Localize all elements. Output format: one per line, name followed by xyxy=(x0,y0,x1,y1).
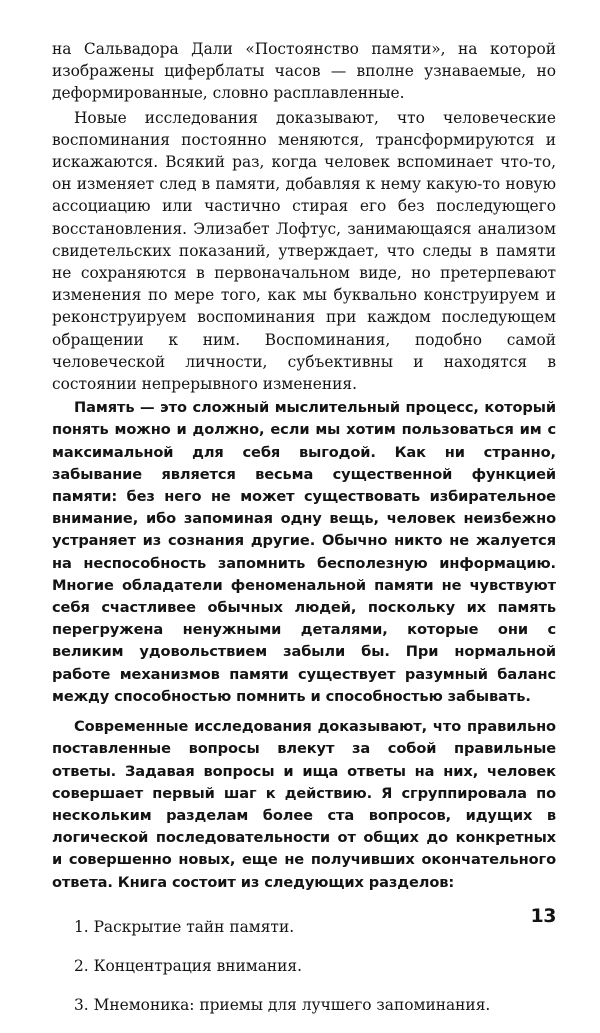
paragraph-memory-changes: Новые исследования доказывают, что человеческие воспоминания постоянно меняются, трансформируются и искажаются. Всякий раз, когда человек вспоминает что-то, он изменяет след в памяти, добавляя к нему какую-то новую ассоциацию или частично стирая его без последующего восстановления. Элизабет Лофтус, занимающаяся анализом свидетельских показаний, утверждает, что следы в памяти не сохраняются в первоначальном виде, но претерпевают изменения по мере того, как мы буквально конструируем и реконструируем воспоминания при каждом последующем обращении к ним. Воспоминания, подобно самой человеческой личности, субъективны и находятся в состоянии непрерывного изменения. xyxy=(52,108,556,394)
paragraph-memory-process: Память — это сложный мыслительный процесс, который понять можно и должно, если мы хотим пользоваться им с максимальной для себя выгодой. Как ни странно, забывание является весьма существенной функцией памяти: без него не может существовать избирательное внимание, ибо запоминая одну вещь, человек неизбежно устраняет из сознания другие. Обычно никто не жалуется на неспособность запомнить бесполезную информацию. Многие обладатели феноменальной памяти не чувствуют себя счастливее обычных людей, поскольку их память перегружена ненужными деталями, которые они с великим удовольствием забыли бы. При нормальной работе механизмов памяти существует разумный баланс между способностью помнить и способностью забывать. xyxy=(52,399,556,705)
page-body xyxy=(52,38,556,1033)
page-number: 13 xyxy=(530,905,556,927)
list-item: 2. Концентрация внимания. xyxy=(74,956,303,975)
paragraph-book-sections: Современные исследования доказывают, что правильно поставленные вопросы влекут за собой правильные ответы. Задавая вопросы и ища ответы на них, человек совершает первый шаг к действию. Я сгруппировала по нескольким разделам более ста вопросов, идущих в логической последовательности от общих до конкретных и совершенно новых, еще не получивших окончательного ответа. Книга состоит из следующих разделов: xyxy=(52,718,556,891)
paragraph-continuation: на Сальвадора Дали «Постоянство памяти», на которой изображены циферблаты часов — вполне узнаваемые, но деформированные, словно расплавленные. xyxy=(52,40,556,103)
list-item: 3. Мнемоника: приемы для лучшего запоминания. xyxy=(74,995,491,1014)
sections-list xyxy=(52,916,556,1016)
list-item: 1. Раскрытие тайн памяти. xyxy=(74,917,295,936)
